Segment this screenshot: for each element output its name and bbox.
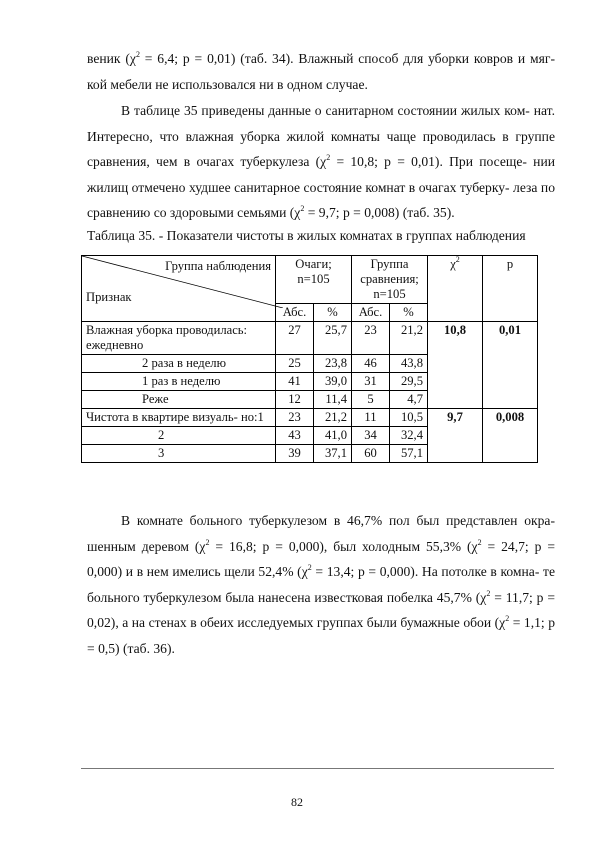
cell-abs: 34 <box>352 427 390 445</box>
p-value: 0,01 <box>483 322 538 409</box>
cell-pct: 4,7 <box>390 391 428 409</box>
paragraph-table35-intro: В таблице 35 приведены данные о санитарном состоянии жилых ком- нат. Интересно, что влажная уборка жилой комнаты чаще проводилась в группе сравнения, чем в очагах туберкулеза ($\chi^2 = 10,8$; р = 0,01). При посеще- нии жилищ отмечено худшее санитарное состояние комнат в очагах туберку- леза по сравнению со здоровыми семьями ($\chi^2 = 9,7$; р = 0,008) (таб. 35). <box>87 103 556 220</box>
cell-pct: 21,2 <box>390 322 428 355</box>
row-label: 2 <box>82 427 276 445</box>
row-label: 2 раза в неделю <box>82 355 276 373</box>
cell-abs: 12 <box>276 391 314 409</box>
chi-square-header: $\chi^2$ <box>428 256 483 322</box>
table-row <box>82 409 538 427</box>
p-value-header: р <box>483 256 538 322</box>
cell-pct: 57,1 <box>390 445 428 463</box>
paragraph-room-conditions: В комнате больного туберкулезом в 46,7% пол был представлен окра- шенным деревом ($\chi^2 = 16,8$; р = 0,000), был холодным 55,3% ($\chi^2 = 24,7$; р = 0,000) и в нем имелись щели 52,4% ($\chi^2 = 13,4$; р = 0,000). На потолке в комна- те больного туберкулезом была нанесена известковая побелка 45,7% ($\chi^2 = 11,7$; р = 0,02), а на стенах в обеих исследуемых группах были бумажные обои ($\chi^2 = 1,1$; р = 0,5) (таб. 36). <box>87 513 556 656</box>
ochagi-header: Очаги; n=105 <box>276 256 352 304</box>
cell-pct: 37,1 <box>314 445 352 463</box>
table-row <box>82 322 538 355</box>
cleanliness-table <box>81 255 538 463</box>
p-value: 0,008 <box>483 409 538 463</box>
cell-pct: 11,4 <box>314 391 352 409</box>
row-label: Реже <box>82 391 276 409</box>
row-label: 3 <box>82 445 276 463</box>
cell-pct: 10,5 <box>390 409 428 427</box>
pct-header: % <box>314 304 352 322</box>
row-label: Влажная уборка проводилась: ежедневно <box>82 322 276 355</box>
abs-header: Абс. <box>352 304 390 322</box>
chi-square-value: 10,8 <box>428 322 483 409</box>
footer-divider <box>81 768 554 769</box>
paragraph-continuation: веник ($\chi^2 = 6,4$; р = 0,01) (таб. 34). Влажный способ для уборки ковров и мяг- кой мебели не использовался ни в одном случае. <box>87 50 555 92</box>
cell-abs: 27 <box>276 322 314 355</box>
page-number: 82 <box>291 795 303 809</box>
pct-header: % <box>390 304 428 322</box>
cell-pct: 41,0 <box>314 427 352 445</box>
cell-abs: 23 <box>352 322 390 355</box>
row-label: 1 раз в неделю <box>82 373 276 391</box>
cell-abs: 23 <box>276 409 314 427</box>
cell-pct: 23,8 <box>314 355 352 373</box>
row-label: Чистота в квартире визуаль- но:1 <box>82 409 276 427</box>
cell-abs: 43 <box>276 427 314 445</box>
feature-header-label: Признак <box>86 290 132 304</box>
cell-abs: 11 <box>352 409 390 427</box>
header-diagonal-cell <box>82 256 276 322</box>
cell-abs: 39 <box>276 445 314 463</box>
cell-pct: 25,7 <box>314 322 352 355</box>
cell-pct: 32,4 <box>390 427 428 445</box>
cell-pct: 21,2 <box>314 409 352 427</box>
abs-header: Абс. <box>276 304 314 322</box>
cell-pct: 39,0 <box>314 373 352 391</box>
cell-abs: 41 <box>276 373 314 391</box>
cell-abs: 25 <box>276 355 314 373</box>
comparison-header: Группа сравнения; n=105 <box>352 256 428 304</box>
cell-pct: 43,8 <box>390 355 428 373</box>
table-caption: Таблица 35. - Показатели чистоты в жилых комнатах в группах наблюдения <box>87 228 526 243</box>
cell-abs: 5 <box>352 391 390 409</box>
cell-abs: 46 <box>352 355 390 373</box>
cell-pct: 29,5 <box>390 373 428 391</box>
cell-abs: 31 <box>352 373 390 391</box>
chi-square-value: 9,7 <box>428 409 483 463</box>
cell-abs: 60 <box>352 445 390 463</box>
group-header-label: Группа наблюдения <box>165 259 271 273</box>
